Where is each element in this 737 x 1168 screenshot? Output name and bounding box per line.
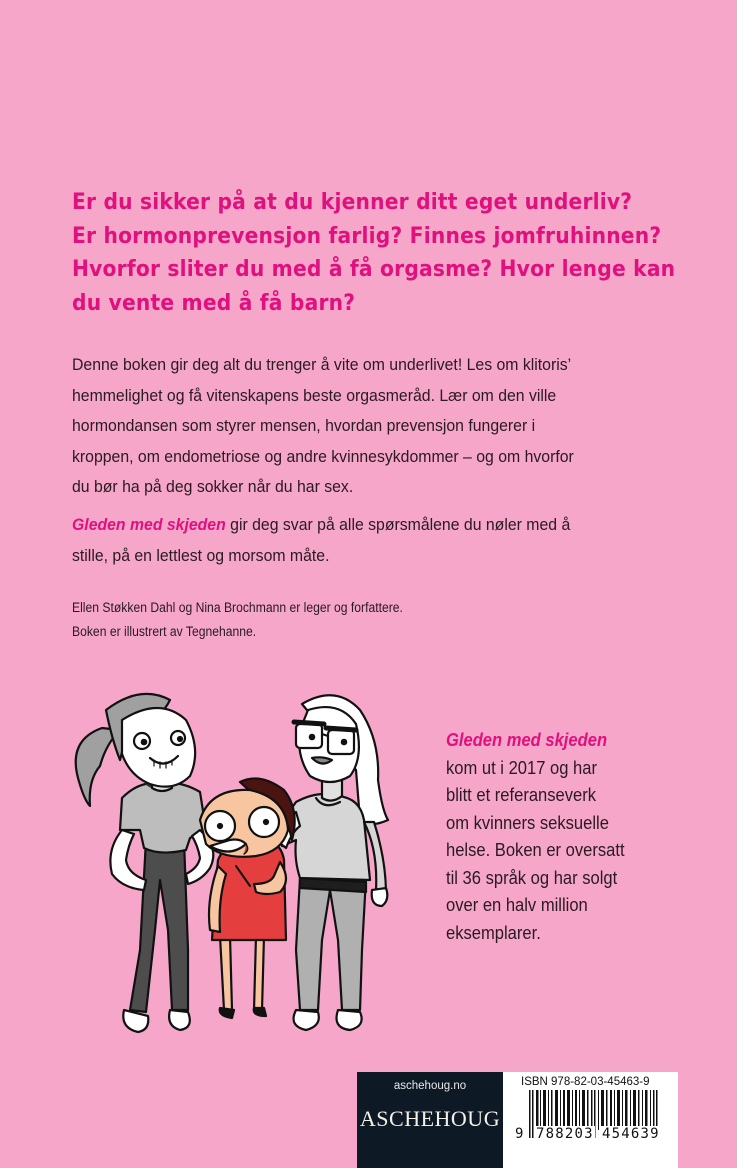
- woman-ponytail-figure: [76, 694, 214, 1032]
- book-title-emphasis: Gleden med skjeden: [72, 515, 226, 534]
- blurb-line: om kvinners seksuelle: [446, 812, 609, 833]
- book-description: [72, 350, 630, 503]
- blurb-line: over en halv million: [446, 895, 588, 915]
- blurb-line: eksemplarer.: [446, 922, 541, 943]
- question-line: Hvorfor sliter du med å få orgasme? Hvor lenge kan: [72, 256, 676, 282]
- description-line: Denne boken gir deg alt du trenger å vite om underlivet! Les om klitoris’: [72, 355, 572, 374]
- teaser-questions: [72, 186, 684, 320]
- tagline-text: gir deg svar på alle spørsmålene du nøler med å: [225, 515, 571, 534]
- tagline-line-1: [72, 510, 630, 541]
- blurb-line: kom ut i 2017 og har: [446, 757, 597, 778]
- isbn-label: ISBN 978-82-03-45463-9: [521, 1076, 650, 1088]
- side-blurb: [446, 727, 658, 947]
- question-line: Er hormonprevensjon farlig? Finnes jomfruhinnen?: [72, 222, 662, 249]
- barcode-lead-digit: 9: [515, 1126, 524, 1142]
- isbn-barcode-box: [503, 1072, 678, 1168]
- question-line: Er du sikker på at du kjenner ditt eget underliv?: [72, 189, 633, 215]
- tagline: [72, 510, 630, 571]
- blurb-book-title: Gleden med skjeden: [446, 730, 608, 750]
- woman-glasses-figure: [276, 695, 388, 1030]
- publisher-url: aschehoug.no: [393, 1080, 467, 1092]
- publisher-box: [357, 1072, 503, 1168]
- question-line: du vente med å få barn?: [72, 289, 356, 316]
- blurb-line: til 36 språk og har solgt: [446, 867, 618, 888]
- blurb-line: helse. Boken er oversatt: [446, 840, 625, 860]
- woman-red-dress-figure: [200, 778, 295, 1018]
- publisher-logo: ASCHEHOUG: [359, 1106, 501, 1131]
- description-line: du bør ha på deg sokker når du har sex.: [72, 477, 354, 496]
- author-line: Ellen Støkken Dahl og Nina Brochmann er leger og forfattere.: [72, 600, 403, 615]
- tagline-line-2: stille, på en lettlest og morsom måte.: [72, 545, 330, 565]
- description-line: kroppen, om endometriose og andre kvinnesykdommer – og om hvorfor: [72, 446, 574, 466]
- author-info: [72, 596, 522, 644]
- description-line: hormondansen som styrer mensen, hvordan prevensjon fungerer i: [72, 416, 536, 435]
- description-line: hemmelighet og få vitenskapens beste orgasmeråd. Lær om den ville: [72, 385, 557, 405]
- author-line: Boken er illustrert av Tegnehanne.: [72, 624, 257, 639]
- blurb-line: blitt et referanseverk: [446, 785, 597, 805]
- barcode-group-2: 454639: [602, 1126, 660, 1142]
- three-women-illustration: [60, 680, 430, 1070]
- barcode-group-1: 788203: [536, 1126, 594, 1142]
